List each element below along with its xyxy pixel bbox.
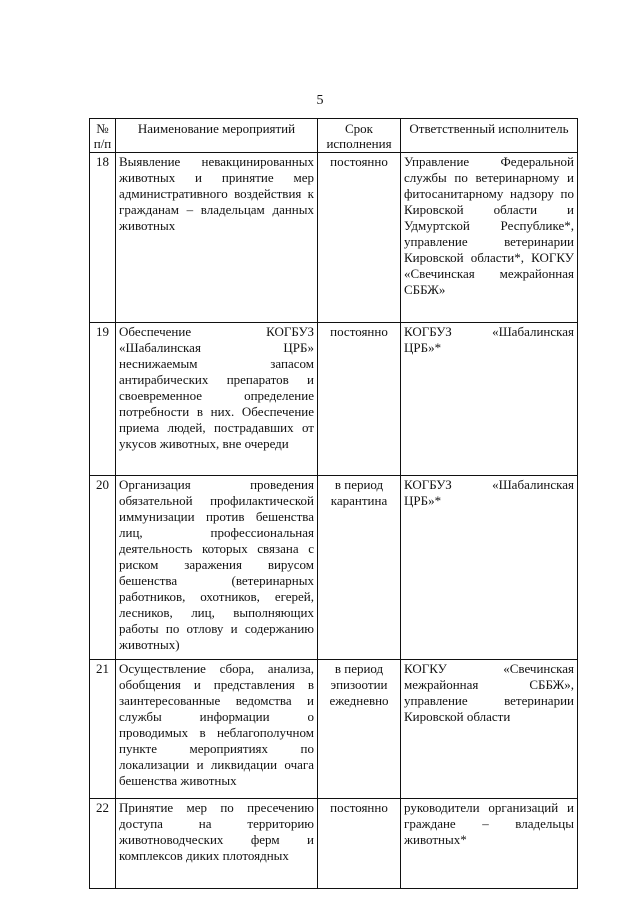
row-responsible: КОГБУЗ «Шабалинская ЦРБ»* [401, 323, 578, 476]
row-term: в период карантина [318, 476, 401, 660]
row-term: в период эпизоотии ежедневно [318, 660, 401, 799]
row-name: Обеспечение КОГБУЗ «Шабалинская ЦРБ» неснижаемым запасом антирабических препаратов и своевременное определение потребности в них. Обеспечение приема людей, пострадавших от укусов животных, вне очереди [116, 323, 318, 476]
row-term: постоянно [318, 323, 401, 476]
table-row [90, 323, 578, 476]
table-row [90, 153, 578, 323]
row-responsible: КОГКУ «Свечинская межрайонная СББЖ», управление ветеринарии Кировской области [401, 660, 578, 799]
row-name: Осуществление сбора, анализа, обобщения и представления в заинтересованные ведомства и службы информации о проводимых в неблагополучном пункте мероприятиях по локализации и ликвидации очага бешенства животных [116, 660, 318, 799]
header-num: № п/п [90, 119, 116, 153]
table-row [90, 660, 578, 799]
row-responsible: Управление Федеральной службы по ветеринарному и фитосанитарному надзору по Кировской области и Удмуртской Республике*, управление ветеринарии Кировской области*, КОГКУ «Свечинская межрайонная СББЖ» [401, 153, 578, 323]
table-row [90, 799, 578, 889]
header-term: Срок исполнения [318, 119, 401, 153]
row-num: 20 [90, 476, 116, 660]
row-name: Выявление невакцинированных животных и принятие мер административного воздействия к гражданам – владельцам данных животных [116, 153, 318, 323]
header-responsible: Ответственный исполнитель [401, 119, 578, 153]
row-num: 22 [90, 799, 116, 889]
row-term: постоянно [318, 153, 401, 323]
measures-table [89, 118, 578, 889]
table-row [90, 476, 578, 660]
row-term: постоянно [318, 799, 401, 889]
page-number: 5 [316, 93, 324, 108]
table-header-row [90, 119, 578, 153]
row-responsible: руководители организаций и граждане – владельцы животных* [401, 799, 578, 889]
header-name: Наименование мероприятий [116, 119, 318, 153]
row-name: Организация проведения обязательной профилактической иммунизации против бешенства лиц, профессиональная деятельность которых связана с риском заражения вирусом бешенства (ветеринарных работников, охотников, егерей, лесников, лиц, выполняющих работы по отлову и содержанию животных) [116, 476, 318, 660]
row-num: 18 [90, 153, 116, 323]
row-responsible: КОГБУЗ «Шабалинская ЦРБ»* [401, 476, 578, 660]
row-num: 19 [90, 323, 116, 476]
row-num: 21 [90, 660, 116, 799]
row-name: Принятие мер по пресечению доступа на территорию животноводческих ферм и комплексов диких плотоядных [116, 799, 318, 889]
